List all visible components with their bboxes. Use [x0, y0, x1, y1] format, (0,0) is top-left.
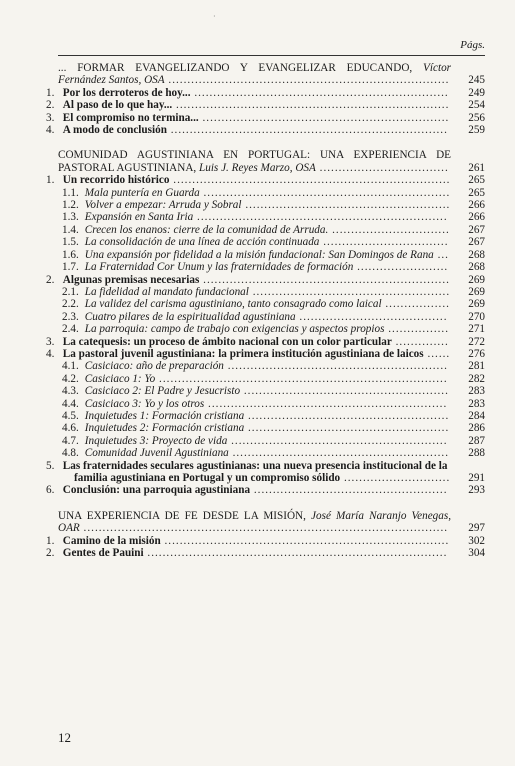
article-author: José María Naranjo Venegas, OAR [58, 509, 451, 535]
entry-page-number: 288 [468, 447, 485, 460]
entry-title: Inquietudes 2: Formación cristiana [84, 422, 245, 435]
entry-page-number: 256 [468, 111, 485, 124]
entry-page-number: 269 [468, 298, 485, 311]
leader-dots: ............................................................................ [155, 372, 448, 385]
entry-page-number: 268 [468, 248, 485, 261]
entry-title: Las fraternidades seculares agustinianas: una nueva presencia institucional de la familia agustiniana en Portugal y un compromiso sólido [62, 459, 448, 484]
leader-dots: ............................ [340, 472, 451, 484]
toc-section-entry [46, 335, 485, 348]
toc-section-entry [46, 534, 485, 547]
leader-dots: ................ [384, 323, 449, 336]
leader-dots: ..................................................... [244, 422, 450, 435]
article-title: COMUNIDAD AGUSTINIANA EN PORTUGAL: UNA EXPERIENCIA DE PASTORAL AGUSTINIANA, [58, 149, 451, 174]
entry-title: Conclusión: una parroquia agustiniana [62, 484, 251, 497]
entry-text: 1.3. Expansión en Santa Iria .................................................................. [62, 211, 448, 224]
entry-title: Casiciaco: año de preparación [84, 360, 224, 373]
entry-page-number: 267 [468, 236, 485, 249]
entry-text: 1. Por los derroteros de hoy... ................................................................... [46, 86, 449, 99]
toc-section-entry [46, 547, 485, 560]
leader-dots: ................. [381, 298, 450, 311]
entry-text: 4. A modo de conclusión ......................................................................... [46, 124, 448, 137]
entry-page-number: 281 [468, 360, 485, 373]
toc-subsection-entry [58, 211, 485, 223]
entry-text: 2.4. La parroquia: campo de trabajo con exigencias y aspectos propios ................ [62, 323, 449, 336]
toc-subsection-entry [58, 224, 485, 236]
entry-title: Casiciaco 1: Yo [84, 372, 156, 385]
header-rule [58, 55, 485, 56]
entry-page-number: 282 [468, 372, 485, 385]
entry-page-number: 272 [468, 335, 485, 348]
entry-page-number: 269 [468, 273, 485, 286]
toc-subsection-entry [58, 385, 485, 397]
toc-subsection-entry [58, 435, 485, 447]
entry-title: Inquietudes 1: Formación cristiana [84, 409, 245, 422]
toc-subsection-entry [58, 249, 485, 261]
leader-dots: .................................................... [248, 285, 451, 298]
toc-section-entry [46, 347, 485, 360]
entry-text: 4.6. Inquietudes 2: Formación cristiana ..................................................... [62, 422, 450, 435]
toc-subsection-entry [58, 398, 485, 410]
leader-dots: ..................................................... [244, 409, 450, 422]
leader-dots: ......................................................... [228, 447, 449, 460]
leader-dots: .......................................................................... [164, 74, 450, 87]
leader-dots: ................................................................. [198, 111, 450, 124]
entry-page-number: 266 [468, 211, 485, 224]
entry-page-number: 284 [468, 409, 485, 422]
toc-section-entry [46, 484, 485, 497]
toc-subsection-entry [58, 373, 485, 385]
entry-text: 6. Conclusión: una parroquia agustiniana ................................................... [46, 484, 448, 497]
toc-subsection-entry [58, 261, 485, 273]
entry-title: Cuatro pilares de la espiritualidad agustiniana [84, 310, 296, 323]
entry-title: A modo de conclusión [62, 124, 167, 137]
entry-text: 4.2. Casiciaco 1: Yo ............................................................................ [62, 372, 448, 385]
entry-page-number: 304 [468, 547, 485, 560]
leader-dots: ...... [423, 347, 451, 360]
entry-page-number: 268 [468, 261, 485, 274]
entry-text: 2. Gentes de Pauini ............................................................................... [46, 547, 448, 560]
entry-title: Un recorrido histórico [62, 174, 170, 187]
entry-text: 1. Un recorrido histórico ......................................................................... [46, 174, 451, 187]
leader-dots: .................................. [315, 161, 449, 174]
scan-speck: · [213, 12, 216, 21]
entry-text [58, 62, 451, 87]
toc-section-entry [46, 124, 485, 137]
entry-page-number: 283 [468, 397, 485, 410]
leader-dots: ................................................................. [199, 186, 451, 199]
entry-page-number: 286 [468, 422, 485, 435]
leader-dots: ........................ [353, 261, 449, 274]
leader-dots: ................................................................. [199, 273, 450, 286]
entry-page-number: 254 [468, 99, 485, 112]
toc-section-entry [46, 86, 485, 99]
leader-dots: ............................................................... [204, 397, 448, 410]
entry-text: 4.7. Inquietudes 3: Proyecto de vida ......................................................... [62, 434, 448, 447]
toc-article-entry [58, 510, 485, 535]
leader-dots: ........................................................................ [172, 99, 450, 112]
entry-text: 2.2. La validez del carisma agustiniano, tanto consagrado como laical ................. [62, 298, 450, 311]
leader-dots: ................................. [319, 236, 449, 249]
toc-subsection-entry [58, 187, 485, 199]
entry-title: La Fraternidad Cor Unum y las fraternidades de formación [84, 261, 354, 274]
toc-section-entry [46, 174, 485, 187]
entry-title: Al paso de lo que hay... [62, 99, 173, 112]
entry-title: Volver a empezar: Arruda y Sobral [84, 199, 242, 212]
toc-section-entry [46, 99, 485, 112]
entry-title: Casiciaco 2: El Padre y Jesucristo [84, 385, 241, 398]
leader-dots: .............. [391, 335, 449, 348]
entry-page-number: 287 [468, 434, 485, 447]
entry-text: 3. La catequesis: un proceso de ámbito nacional con un color particular .............. [46, 335, 449, 348]
article-author: Luis J. Reyes Marzo, OSA [199, 161, 316, 174]
entry-title: La catequesis: un proceso de ámbito nacional con un color particular [62, 335, 392, 348]
toc-subsection-entry [58, 311, 485, 323]
leader-dots: ....................................... [295, 310, 448, 323]
entry-page-number: 271 [468, 323, 485, 336]
toc-subsection-entry [58, 286, 485, 298]
entry-page-number: 270 [468, 310, 485, 323]
entry-page-number: 276 [468, 347, 485, 360]
entry-text: 4. La pastoral juvenil agustiniana: la primera institución agustiniana de laicos ...... [46, 347, 451, 360]
entry-text: 1.5. La consolidación de una línea de acción continuada ................................. [62, 236, 449, 249]
toc-section-entry [46, 111, 485, 124]
entry-page-number: 267 [468, 223, 485, 236]
entry-page-number: 297 [468, 522, 485, 535]
entry-text: 3. El compromiso no termina... ................................................................. [46, 111, 450, 124]
entry-text: 2.1. La fidelidad al mandato fundacional .................................................... [62, 285, 451, 298]
entry-page-number: 291 [468, 472, 485, 484]
entry-page-number: 302 [468, 534, 485, 547]
leader-dots: .................................................................. [193, 211, 448, 224]
leader-dots: ......................................................... [227, 434, 448, 447]
entry-title: El compromiso no termina... [62, 111, 199, 124]
article-title: UNA EXPERIENCIA DE FE DESDE LA MISIÓN, [58, 509, 306, 522]
entry-page-number: 283 [468, 385, 485, 398]
entry-page-number: 249 [468, 86, 485, 99]
entry-page-number: 266 [468, 199, 485, 212]
leader-dots: ............................................................................... [143, 547, 448, 560]
entry-title: Algunas premisas necesarias [62, 273, 200, 286]
entry-text: 1.1. Mala puntería en Guarda ................................................................. [62, 186, 451, 199]
toc-subsection-entry [58, 422, 485, 434]
leader-dots: ................................................................... [190, 86, 449, 99]
toc-subsection-entry [58, 447, 485, 459]
leader-dots: ............................... [328, 223, 450, 236]
entry-title: La parroquia: campo de trabajo con exigencias y aspectos propios [84, 323, 385, 336]
entry-title: La pastoral juvenil agustiniana: la primera institución agustiniana de laicos [62, 347, 424, 360]
entry-text: 4.8. Comunidad Juvenil Agustiniana ......................................................... [62, 447, 449, 460]
pages-column-label: Págs. [460, 39, 485, 51]
entry-text: 2.3. Cuatro pilares de la espiritualidad agustiniana ....................................... [62, 310, 448, 323]
entry-text: 1.4. Crecen los enanos: cierre de la comunidad de Arruda. ............................... [62, 223, 450, 236]
entry-page-number: 265 [468, 186, 485, 199]
entry-title: Comunidad Juvenil Agustiniana [84, 447, 229, 460]
entry-text: 4.3. Casiciaco 2: El Padre y Jesucristo ...................................................... [62, 385, 449, 398]
entry-page-number: 245 [468, 74, 485, 87]
entry-page-number: 265 [468, 174, 485, 187]
entry-title: Casiciaco 3: Yo y los otros [84, 397, 205, 410]
article-title: ... FORMAR EVANGELIZANDO Y EVANGELIZAR EDUCANDO, [58, 62, 413, 74]
entry-title: Expansión en Santa Iria [84, 211, 194, 224]
toc-subsection-entry [58, 199, 485, 211]
page-number: 12 [58, 730, 71, 745]
table-of-contents [46, 62, 485, 560]
entry-text [58, 149, 451, 174]
entry-text: 5. Las fraternidades seculares agustinianas: una nueva presencia institucional de la familia agustiniana en Portugal y un compromiso sólido ............................ [46, 459, 451, 484]
entry-title: Mala puntería en Guarda [84, 186, 200, 199]
article-author: Víctor Fernández Santos, OSA [58, 62, 452, 87]
entry-text: 4.4. Casiciaco 3: Yo y los otros ............................................................... [62, 397, 448, 410]
entry-page-number: 261 [468, 161, 485, 174]
leader-dots: ......................................................................... [166, 124, 448, 137]
entry-title: Camino de la misión [62, 534, 161, 547]
entry-text: 1.2. Volver a empezar: Arruda y Sobral ...................................................... [62, 199, 451, 212]
entry-text: 1.7. La Fraternidad Cor Unum y las fraternidades de formación ........................ [62, 261, 449, 274]
entry-title: La consolidación de una línea de acción continuada [84, 236, 320, 249]
entry-text: 2. Al paso de lo que hay... ........................................................................ [46, 99, 450, 112]
leader-dots: .......................................................... [223, 360, 448, 373]
toc-article-entry [58, 62, 485, 87]
entry-text: 1.6. Una expansión por fidelidad a la misión fundacional: San Domingos de Rana ... [62, 248, 449, 261]
entry-title: La validez del carisma agustiniano, tanto consagrado como laical [84, 298, 382, 311]
toc-subsection-entry [58, 323, 485, 335]
entry-text: 4.5. Inquietudes 1: Formación cristiana ..................................................... [62, 409, 450, 422]
entry-text: 2. Algunas premisas necesarias ................................................................. [46, 273, 450, 286]
entry-page-number: 259 [468, 124, 485, 137]
leader-dots: ........................................................................... [160, 534, 450, 547]
leader-dots: ................................................... [250, 484, 448, 497]
leader-dots: ................................................................................................ [79, 522, 449, 535]
toc-article-entry [58, 149, 485, 174]
entry-title: Inquietudes 3: Proyecto de vida [84, 434, 228, 447]
toc-subsection-entry [58, 410, 485, 422]
leader-dots: ... [433, 248, 449, 261]
toc-section-entry [46, 459, 485, 485]
entry-title: Crecen los enanos: cierre de la comunidad de Arruda. [84, 223, 329, 236]
entry-page-number: 293 [468, 484, 485, 497]
entry-title: Gentes de Pauini [62, 547, 144, 560]
entry-text: 4.1. Casiciaco: año de preparación .......................................................... [62, 360, 448, 373]
entry-text: 1. Camino de la misión ........................................................................... [46, 534, 450, 547]
leader-dots: ...................................................... [240, 385, 449, 398]
entry-text [58, 510, 451, 535]
entry-title: La fidelidad al mandato fundacional [84, 285, 249, 298]
entry-page-number: 269 [468, 285, 485, 298]
toc-subsection-entry [58, 298, 485, 310]
toc-subsection-entry [58, 236, 485, 248]
leader-dots: ...................................................... [241, 199, 451, 212]
toc-subsection-entry [58, 360, 485, 372]
leader-dots: ......................................................................... [169, 174, 451, 187]
toc-section-entry [46, 273, 485, 286]
entry-title: Por los derroteros de hoy... [62, 86, 191, 99]
entry-title: Una expansión por fidelidad a la misión fundacional: San Domingos de Rana [84, 248, 434, 261]
